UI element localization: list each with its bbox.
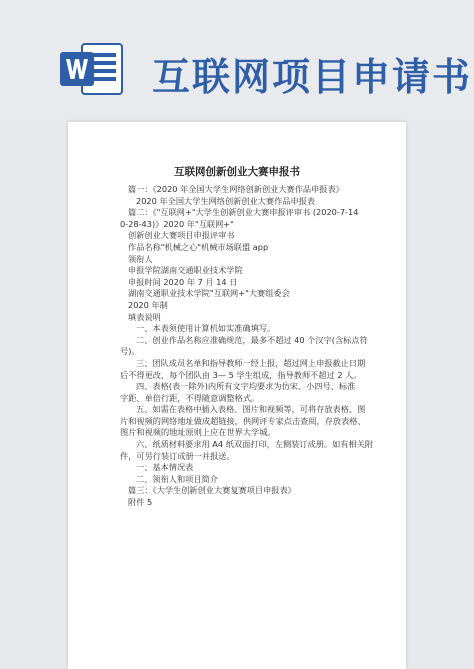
body-line: 六、纸质材料要求用 A4 纸双面打印，左侧装订成册。如有相关附: [136, 439, 374, 450]
body-line: 一、本表须使用计算机如实准确填写。: [136, 323, 276, 334]
body-line: 图片和视频的地址原则上应在世界大学城。: [120, 427, 276, 438]
body-line: 二、创业作品名称应准确规范，最多不超过 40 个汉字(含标点符: [136, 334, 368, 345]
body-line: 2020 年制: [128, 299, 168, 310]
body-line: 篇二：《"互联网+"大学生创新创业大赛申报评审书 (2020-7-14: [128, 207, 359, 218]
body-line: 篇一：《2020 年全国大学生网络创新创业大赛作品申报表》: [128, 184, 344, 194]
body-line: 申报时间 2020 年 7 月 14 日: [128, 276, 238, 287]
body-line: 0-28-43)》2020 年"互联网+": [120, 218, 234, 229]
body-line: 领衔人: [128, 253, 153, 264]
body-line: 五、如需在表格中插入表格、图片和视频等，可将存放表格、图: [136, 404, 366, 415]
body-line: 作品名称"机械之心"机械市场联盟 app: [128, 241, 269, 252]
document-body: [120, 184, 372, 509]
banner: [0, 0, 474, 118]
body-line: 申报学院湖南交通职业技术学院: [128, 265, 243, 276]
body-line: 号)。: [120, 346, 140, 357]
body-line: 二、领衔人和项目简介: [136, 473, 218, 484]
word-document-icon: [58, 40, 124, 98]
body-line: 附件 5: [128, 497, 153, 508]
body-line: 件，可另行装订成册一并报送。: [120, 450, 235, 461]
body-line: 三、团队成员名单和指导教师一经上报，超过网上申报截止日期: [136, 357, 366, 368]
document-title: 互联网创新创业大赛申报书: [174, 166, 300, 178]
body-line: 字距、单倍行距，不得随意调整格式。: [120, 392, 260, 403]
body-line: 2020 年全国大学生网络创新创业大赛作品申报表: [136, 195, 316, 206]
body-line: 湖南交通职业技术学院"互联网+"大赛组委会: [128, 288, 290, 299]
banner-title: 互联网项目申请书: [152, 55, 473, 99]
body-line: 四、表格(表一除外)内所有文字均要求为仿宋、小四号、标准: [136, 381, 356, 392]
body-line: 一、基本情况表: [136, 462, 194, 473]
body-line: 篇三：《大学生创新创业大赛复赛项目申报表》: [128, 485, 296, 496]
body-line: 创新创业大赛项目申报评审书: [128, 230, 235, 241]
body-line: 填表说明: [128, 311, 161, 322]
body-line: 后不得更改，每个团队由 3— 5 学生组成，指导教师不超过 2 人。: [120, 369, 362, 380]
document-page: [68, 122, 406, 669]
body-line: 片和视频的网络地址做成超链接，供网评专家点击查阅，存放表格、: [120, 415, 366, 426]
